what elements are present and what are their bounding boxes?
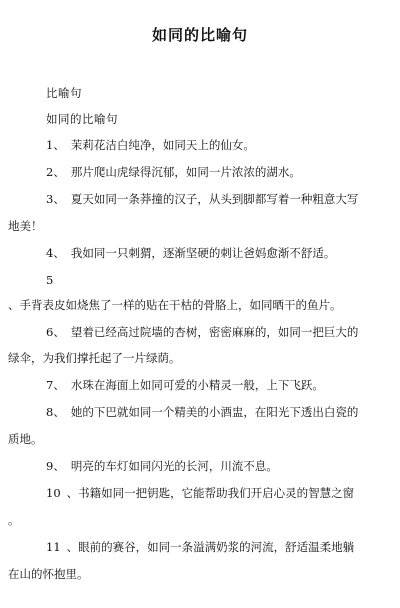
sentence-line <box>46 459 278 473</box>
sentence-line <box>46 378 324 392</box>
sentence-line <box>46 165 301 179</box>
sentence-continuation <box>8 513 20 527</box>
sentence-text: 地美！ <box>8 219 43 233</box>
section-label-rutong: 如同的比喻句 <box>46 112 118 126</box>
document-title: 如同的比喻句 <box>151 26 248 44</box>
sentence-number: 10 <box>46 486 61 500</box>
sentence-text: 她的下巴就如同一个精美的小酒盅，在阳光下透出白瓷的 <box>70 405 359 419</box>
sentence-line <box>46 486 354 500</box>
sentence-number: 2、 <box>46 165 65 179</box>
sentence-number: 8、 <box>46 405 65 419</box>
sentence-number: 4、 <box>46 246 65 260</box>
sentence-number: 9、 <box>46 459 65 473</box>
sentence-text: 。 <box>8 513 20 527</box>
sentence-line <box>46 325 358 339</box>
sentence-text: 夏天如同一条莽撞的汉子，从头到脚都写着一种粗意大写 <box>70 192 359 206</box>
sentence-continuation <box>8 567 89 581</box>
sentence-continuation <box>8 219 43 233</box>
sentence-text: 、手背表皮如烧焦了一样的贴在干枯的骨胳上，如同晒干的鱼片。 <box>8 298 342 312</box>
sentence-number: 7、 <box>46 378 65 392</box>
sentence-text: 绿伞，为我们撑托起了一片绿荫。 <box>8 351 181 365</box>
sentence-number: 1、 <box>46 138 65 152</box>
sentence-number: 3、 <box>46 192 65 206</box>
sentence-text: 水珠在海面上如同可爱的小精灵一般，上下飞跃。 <box>70 378 324 392</box>
sentence-continuation <box>8 351 181 365</box>
sentence-text: 那片爬山虎绿得沉郁，如同一片浓浓的湖水。 <box>70 165 301 179</box>
sentence-number: 5 <box>46 273 54 287</box>
sentence-number: 11 <box>46 540 61 554</box>
sentence-text: 在山的怀抱里。 <box>8 567 89 581</box>
sentence-line <box>46 246 335 260</box>
sentence-text: 我如同一只刺猬，逐渐坚硬的刺让爸妈愈渐不舒适。 <box>70 246 336 260</box>
sentence-text: 望着已经高过院墙的杏树，密密麻麻的，如同一把巨大的 <box>70 325 359 339</box>
sentence-text: 、眼前的赛谷，如同一条溢满奶浆的河流，舒适温柔地躺 <box>66 540 355 554</box>
sentence-text: 明亮的车灯如同闪光的长河，川流不息。 <box>70 459 278 473</box>
sentence-line <box>46 540 354 554</box>
sentence-text: 茉莉花洁白纯净，如同天上的仙女。 <box>70 138 255 152</box>
sentence-line <box>46 405 358 419</box>
sentence-line <box>46 138 255 152</box>
sentence-continuation <box>8 298 342 312</box>
sentence-text: 、书籍如同一把钥匙，它能帮助我们开启心灵的智慧之窗 <box>66 486 355 500</box>
sentence-number: 6、 <box>46 325 65 339</box>
section-label-simile: 比喻句 <box>46 86 82 100</box>
sentence-continuation <box>8 432 43 446</box>
sentence-text: 质地。 <box>8 432 43 446</box>
sentence-line <box>46 192 358 206</box>
sentence-line <box>46 273 59 287</box>
